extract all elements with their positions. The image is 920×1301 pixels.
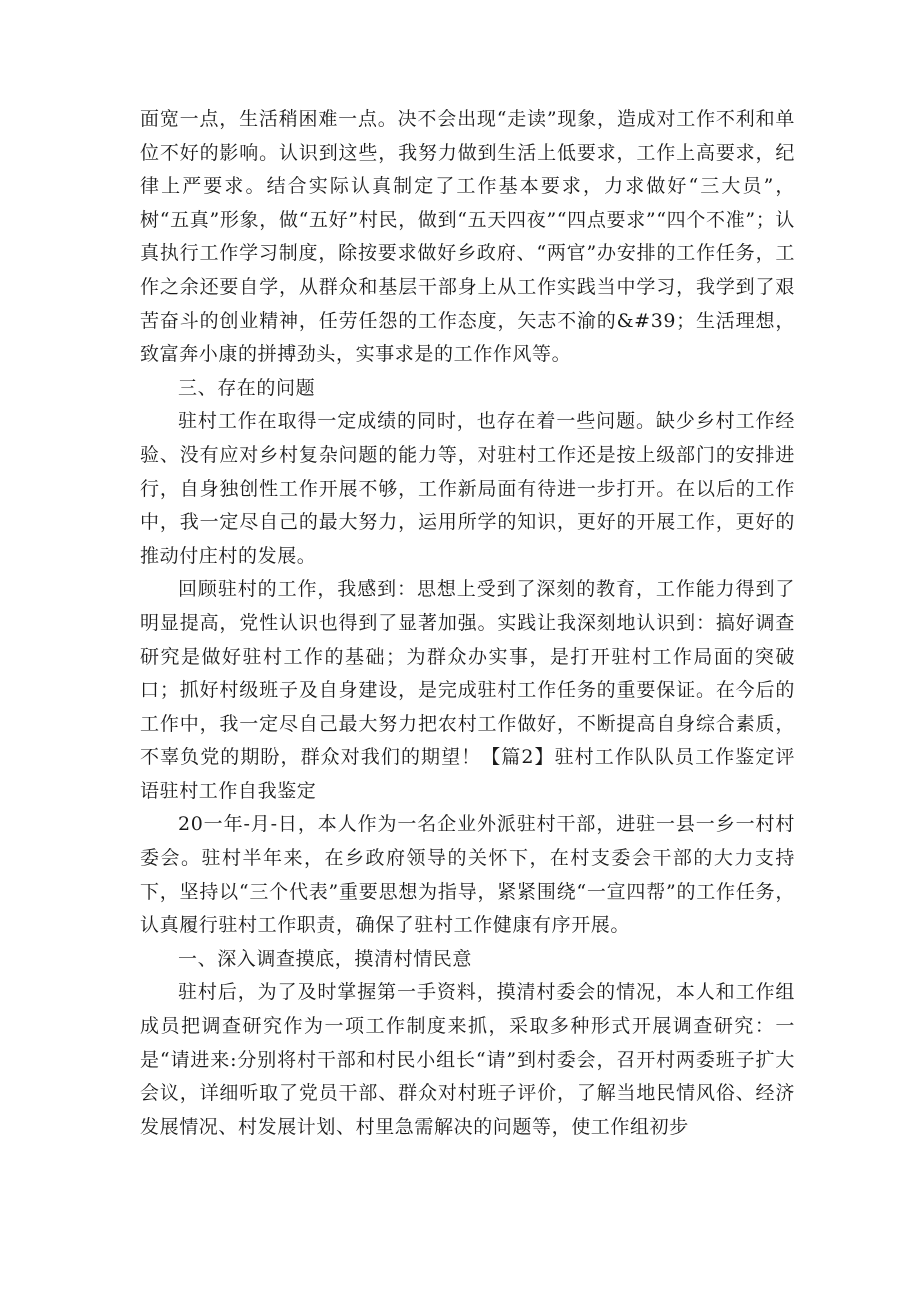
document-page	[140, 103, 795, 1144]
paragraph-investigation: 驻村后，为了及时掌握第一手资料，摸清村委会的情况，本人和工作组成员把调查研究作为一项工作制度来抓，采取多种形式开展调查研究：一是“请进来:分别将村干部和村民小组长“请”到村委会，召开村两委班子扩大会议，详细听取了党员干部、群众对村班子评价，了解当地民情风俗、经济发展情况、村发展计划、村里急需解决的问题等，使工作组初步	[140, 981, 795, 1138]
section-heading-investigation: 一、深入调查摸底，摸清村情民意	[178, 947, 473, 970]
paragraph-problems: 驻村工作在取得一定成绩的同时，也存在着一些问题。缺少乡村工作经验、没有应对乡村复杂问题的能力等，对驻村工作还是按上级部门的安排进行，自身独创性工作开展不够，工作新局面有待进一步打开。在以后的工作中，我一定尽自己的最大努力，运用所学的知识，更好的开展工作，更好的推动付庄村的发展。	[140, 410, 795, 567]
paragraph-introduction: 20一年-月-日，本人作为一名企业外派驻村干部，进驻一县一乡一村村委会。驻村半年来，在乡政府领导的关怀下，在村支委会干部的大力支持下，坚持以“三个代表”重要思想为指导，紧紧围绕“一宣四帮”的工作任务，认真履行驻村工作职责，确保了驻村工作健康有序开展。	[140, 813, 795, 937]
section-heading-problems: 三、存在的问题	[178, 376, 316, 399]
paragraph-review: 回顾驻村的工作，我感到：思想上受到了深刻的教育，工作能力得到了明显提高，党性认识也得到了显著加强。实践让我深刻地认识到：搞好调查研究是做好驻村工作的基础；为群众办实事，是打开驻村工作局面的突破口；抓好村级班子及自身建设，是完成驻村工作任务的重要保证。在今后的工作中，我一定尽自己最大努力把农村工作做好，不断提高自身综合素质，不辜负党的期盼，群众对我们的期望！【篇2】驻村工作队队员工作鉴定评语驻村工作自我鉴定	[140, 578, 795, 802]
paragraph-continuation: 面宽一点，生活稍困难一点。决不会出现“走读”现象，造成对工作不利和单位不好的影响。认识到这些，我努力做到生活上低要求，工作上高要求，纪律上严要求。结合实际认真制定了工作基本要求，力求做好“三大员”，树“五真”形象，做“五好”村民，做到“五天四夜”“四点要求”“四个不准”；认真执行工作学习制度，除按要求做好乡政府、“两官”办安排的工作任务，工作之余还要自学，从群众和基层干部身上从工作实践当中学习，我学到了艰苦奋斗的创业精神，任劳任怨的工作态度，矢志不渝的&#39；生活理想，致富奔小康的拼搏劲头，实事求是的工作作风等。	[140, 108, 795, 366]
